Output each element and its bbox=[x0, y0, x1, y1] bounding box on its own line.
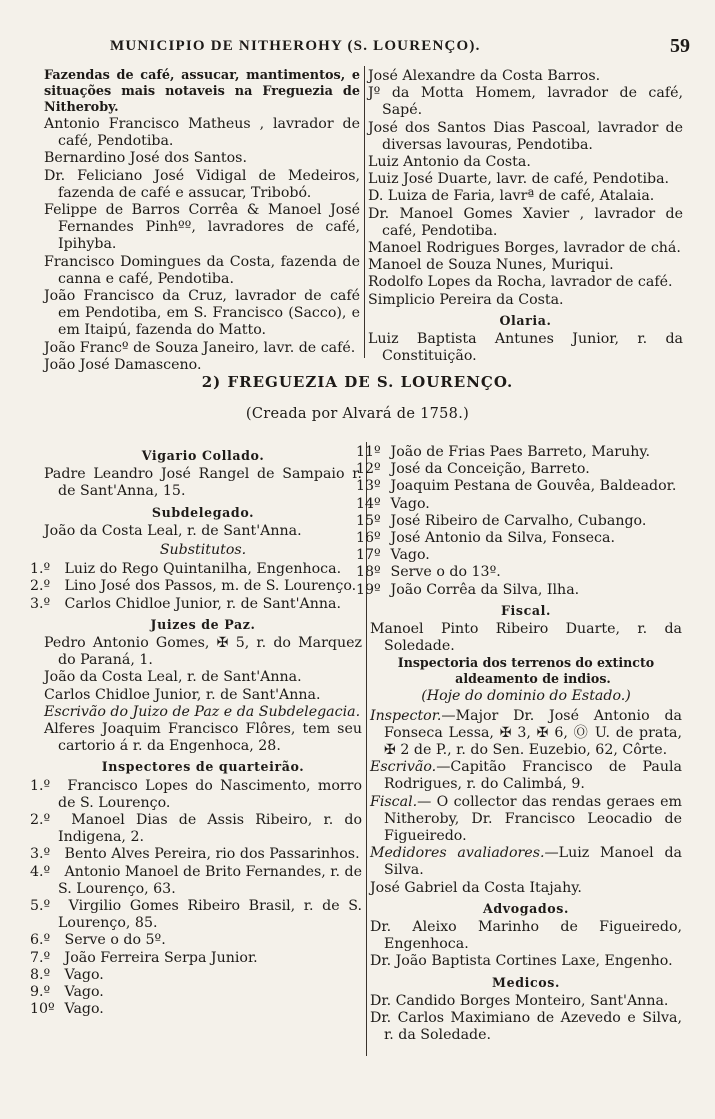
list-item bbox=[30, 578, 362, 595]
list-item bbox=[30, 812, 363, 846]
inspector-text: —Major Dr. José Antonio da Fonseca Lessa, ✠ 3, ✠ 6, Ⓞ U. de prata, ✠ 2 de P., r. do Sen. Euzebio, 62, Côrte. bbox=[384, 707, 682, 759]
item-text: Luiz do Rego Quintanilha, Engenhoca. bbox=[64, 561, 342, 578]
item-text: Carlos Chidloe Junior, r. de Sant'Anna. bbox=[64, 595, 341, 612]
list-item bbox=[356, 512, 682, 530]
page-header bbox=[110, 34, 690, 58]
item-text: Serve o do 5º. bbox=[64, 932, 166, 949]
subdelegado-entry: João da Costa Leal, r. de Sant'Anna. bbox=[44, 522, 302, 539]
inspectoria-heading: Inspectoria dos terrenos do extincto aldeamento de indios. bbox=[397, 655, 655, 686]
list-item bbox=[356, 564, 682, 581]
item-text: Serve o do 13º. bbox=[390, 564, 501, 581]
list-item: Dr. Aleixo Marinho de Figueiredo, Engenhoca. bbox=[370, 919, 682, 953]
list-item: D. Luiza de Faria, lavrª de café, Atalaia. bbox=[368, 188, 655, 205]
medidores-entry bbox=[370, 845, 682, 879]
list-item: José Alexandre da Costa Barros. bbox=[368, 68, 601, 84]
item-number: 2.º bbox=[30, 578, 51, 595]
item-number: 1.º bbox=[30, 777, 51, 794]
list-item bbox=[356, 547, 682, 564]
item-number: 1.º bbox=[30, 561, 51, 578]
item-text: Vago. bbox=[64, 984, 104, 1001]
inspector-label: Inspector. bbox=[370, 707, 442, 724]
list-item: Rodolfo Lopes da Rocha, lavrador de café. bbox=[368, 274, 673, 291]
item-number: 5.º bbox=[30, 898, 51, 915]
item-number: 18º bbox=[356, 564, 381, 581]
list-item: Luiz José Duarte, lavr. de café, Pendotiba. bbox=[368, 171, 670, 188]
item-text: Bento Alves Pereira, rio dos Passarinhos. bbox=[64, 846, 360, 863]
list-item: Luiz Baptista Antunes Junior, r. da Constituição. bbox=[368, 331, 683, 365]
list-item bbox=[30, 1001, 362, 1018]
list-item bbox=[30, 561, 362, 578]
bottom-right-column bbox=[356, 444, 682, 1045]
fiscal-collector-entry bbox=[370, 794, 682, 846]
item-number: 7.º bbox=[30, 949, 51, 966]
item-text: Vago. bbox=[64, 1001, 104, 1018]
item-text: João Corrêa da Silva, Ilha. bbox=[390, 581, 580, 598]
list-item: Antonio Francisco Matheus , lavrador de café, Pendotiba. bbox=[44, 116, 360, 150]
item-number: 14º bbox=[356, 495, 381, 512]
item-text: José da Conceição, Barreto. bbox=[390, 461, 590, 478]
list-item: Dr. Carlos Maximiano de Azevedo e Silva, r. da Soledade. bbox=[370, 1010, 682, 1044]
item-text: Manoel Dias de Assis Ribeiro, r. do Indigena, 2. bbox=[58, 812, 363, 846]
fiscal-entry: Manoel Pinto Ribeiro Duarte, r. da Soledade. bbox=[370, 621, 682, 655]
item-number: 16º bbox=[356, 530, 381, 547]
item-text: Vago. bbox=[390, 547, 430, 564]
list-item: Dr. Candido Borges Monteiro, Sant'Anna. bbox=[370, 992, 669, 1009]
item-number: 12º bbox=[356, 461, 381, 478]
list-item bbox=[30, 898, 363, 932]
list-item bbox=[30, 595, 362, 613]
escrivao-label: Escrivão. bbox=[370, 759, 437, 776]
item-text: Francisco Lopes do Nascimento, morro de S. Lourenço. bbox=[58, 777, 362, 811]
list-item bbox=[356, 581, 682, 599]
list-item bbox=[356, 444, 682, 461]
list-item bbox=[30, 846, 362, 863]
fazendas-intro: Fazendas de café, assucar, mantimentos, e situações mais notaveis na Freguezia de Nitheroby. bbox=[44, 68, 360, 115]
list-item: José Gabriel da Costa Itajahy. bbox=[370, 879, 582, 896]
escrivao-entry bbox=[370, 759, 682, 793]
item-number: 4.º bbox=[30, 863, 51, 880]
item-text: Joaquim Pestana de Gouvêa, Baldeador. bbox=[390, 478, 677, 495]
list-item: Dr. João Baptista Cortines Laxe, Engenho. bbox=[370, 953, 673, 970]
item-number: 10º bbox=[30, 1001, 55, 1018]
list-item: Dr. Feliciano José Vidigal de Medeiros, fazenda de café e assucar, Tribobó. bbox=[44, 167, 360, 201]
vigario-entry: Padre Leandro José Rangel de Sampaio r. de Sant'Anna, 15. bbox=[44, 466, 362, 500]
item-text: João Ferreira Serpa Junior. bbox=[64, 949, 258, 966]
list-item bbox=[356, 530, 682, 547]
olaria-heading: Olaria. bbox=[499, 312, 552, 328]
inspectores-heading: Inspectores de quarteirão. bbox=[101, 759, 305, 775]
list-item bbox=[30, 932, 362, 949]
list-item bbox=[30, 777, 362, 812]
escrivao-text: —Capitão Francisco de Paula Rodrigues, r. do Calimbá, 9. bbox=[384, 759, 682, 793]
top-right-column bbox=[368, 68, 683, 365]
bottom-left-column bbox=[30, 444, 363, 1019]
item-text: João de Frias Paes Barreto, Maruhy. bbox=[390, 444, 650, 460]
item-number: 19º bbox=[356, 581, 381, 598]
item-number: 11º bbox=[356, 444, 381, 460]
fiscal-heading: Fiscal. bbox=[500, 602, 551, 618]
list-item bbox=[30, 863, 362, 898]
inspectoria-subheading: (Hoje do dominio do Estado.) bbox=[421, 688, 631, 705]
item-number: 2.º bbox=[30, 812, 51, 829]
item-text: Antonio Manoel de Brito Fernandes, r. de S. Lourenço, 63. bbox=[58, 863, 362, 897]
list-item: João Francisco da Cruz, lavrador de café em Pendotiba, em S. Francisco (Sacco), e em Itaipú, fazenda do Matto. bbox=[44, 288, 360, 339]
subdelegado-heading: Subdelegado. bbox=[151, 504, 255, 520]
list-item: Manoel Rodrigues Borges, lavrador de chá. bbox=[368, 240, 681, 257]
list-item bbox=[356, 461, 682, 478]
list-item bbox=[356, 495, 682, 513]
page-number: 59 bbox=[670, 34, 690, 57]
list-item bbox=[30, 966, 362, 984]
item-number: 15º bbox=[356, 512, 381, 529]
list-item: João da Costa Leal, r. de Sant'Anna. bbox=[44, 669, 302, 686]
juizes-heading: Juizes de Paz. bbox=[150, 616, 256, 632]
medicos-heading: Medicos. bbox=[492, 974, 560, 990]
item-text: Vago. bbox=[390, 495, 430, 512]
vigario-heading: Vigario Collado. bbox=[141, 448, 265, 463]
item-number: 13º bbox=[356, 478, 381, 495]
list-item bbox=[356, 478, 682, 495]
substitutos-heading: Substitutos. bbox=[159, 542, 247, 559]
fiscal-text: — O collector das rendas geraes em Nitheroby, Dr. Francisco Leocadio de Figueiredo. bbox=[384, 793, 682, 845]
item-text: Virgilio Gomes Ribeiro Brasil, r. de S. Lourenço, 85. bbox=[58, 898, 363, 932]
list-item: Simplicio Pereira da Costa. bbox=[368, 291, 564, 308]
list-item: Carlos Chidloe Junior, r. de Sant'Anna. bbox=[44, 686, 321, 703]
freguezia-subtitle: (Creada por Alvará de 1758.) bbox=[245, 406, 470, 422]
list-item: Francisco Domingues da Costa, fazenda de canna e café, Pendotiba. bbox=[44, 253, 360, 287]
list-item: Jº da Motta Homem, lavrador de café, Sapé. bbox=[368, 85, 683, 119]
item-text: Lino José dos Passos, m. de S. Lourenço. bbox=[64, 578, 357, 595]
medidores-text: —Luiz Manoel da Silva. bbox=[384, 845, 682, 879]
item-number: 9.º bbox=[30, 984, 51, 1001]
inspector-entry bbox=[370, 708, 682, 760]
item-text: José Antonio da Silva, Fonseca. bbox=[390, 530, 615, 547]
column-divider-top bbox=[364, 66, 365, 358]
list-item: Bernardino José dos Santos. bbox=[44, 150, 247, 167]
item-text: José Ribeiro de Carvalho, Cubango. bbox=[390, 512, 647, 529]
item-number: 6.º bbox=[30, 932, 51, 949]
medidores-label: Medidores avaliadores. bbox=[370, 845, 545, 862]
item-number: 8.º bbox=[30, 966, 51, 983]
list-item bbox=[30, 949, 362, 967]
top-left-column bbox=[44, 68, 360, 374]
escrivao-heading: Escrivão do Juizo de Paz e da Subdelegacia. bbox=[44, 703, 361, 720]
list-item: Pedro Antonio Gomes, ✠ 5, r. do Marquez do Paraná, 1. bbox=[44, 635, 362, 669]
list-item: João Francº de Souza Janeiro, lavr. de café. bbox=[44, 339, 356, 356]
item-text: Vago. bbox=[64, 966, 104, 983]
list-item: João José Damasceno. bbox=[44, 356, 202, 373]
list-item: Felippe de Barros Corrêa & Manoel José Fernandes Pinhºº, lavradores de café, Ipihyba. bbox=[44, 202, 360, 253]
freguezia-title: 2) FREGUEZIA DE S. LOURENÇO. bbox=[201, 373, 514, 391]
fiscal-label: Fiscal. bbox=[370, 793, 418, 810]
escrivao-entry: Alferes Joaquim Francisco Flôres, tem seu cartorio á r. da Engenhoca, 28. bbox=[44, 721, 362, 755]
item-number: 3.º bbox=[30, 595, 51, 612]
item-number: 17º bbox=[356, 547, 381, 564]
advogados-heading: Advogados. bbox=[483, 900, 569, 916]
header-title: MUNICIPIO DE NITHEROHY (S. LOURENÇO). bbox=[110, 37, 481, 54]
item-number: 3.º bbox=[30, 846, 51, 863]
list-item: Manoel de Souza Nunes, Muriqui. bbox=[368, 257, 614, 274]
list-item: Dr. Manoel Gomes Xavier , lavrador de café, Pendotiba. bbox=[368, 205, 683, 239]
list-item bbox=[30, 984, 362, 1001]
list-item: Luiz Antonio da Costa. bbox=[368, 154, 531, 171]
list-item: José dos Santos Dias Pascoal, lavrador de diversas lavouras, Pendotiba. bbox=[368, 119, 683, 153]
